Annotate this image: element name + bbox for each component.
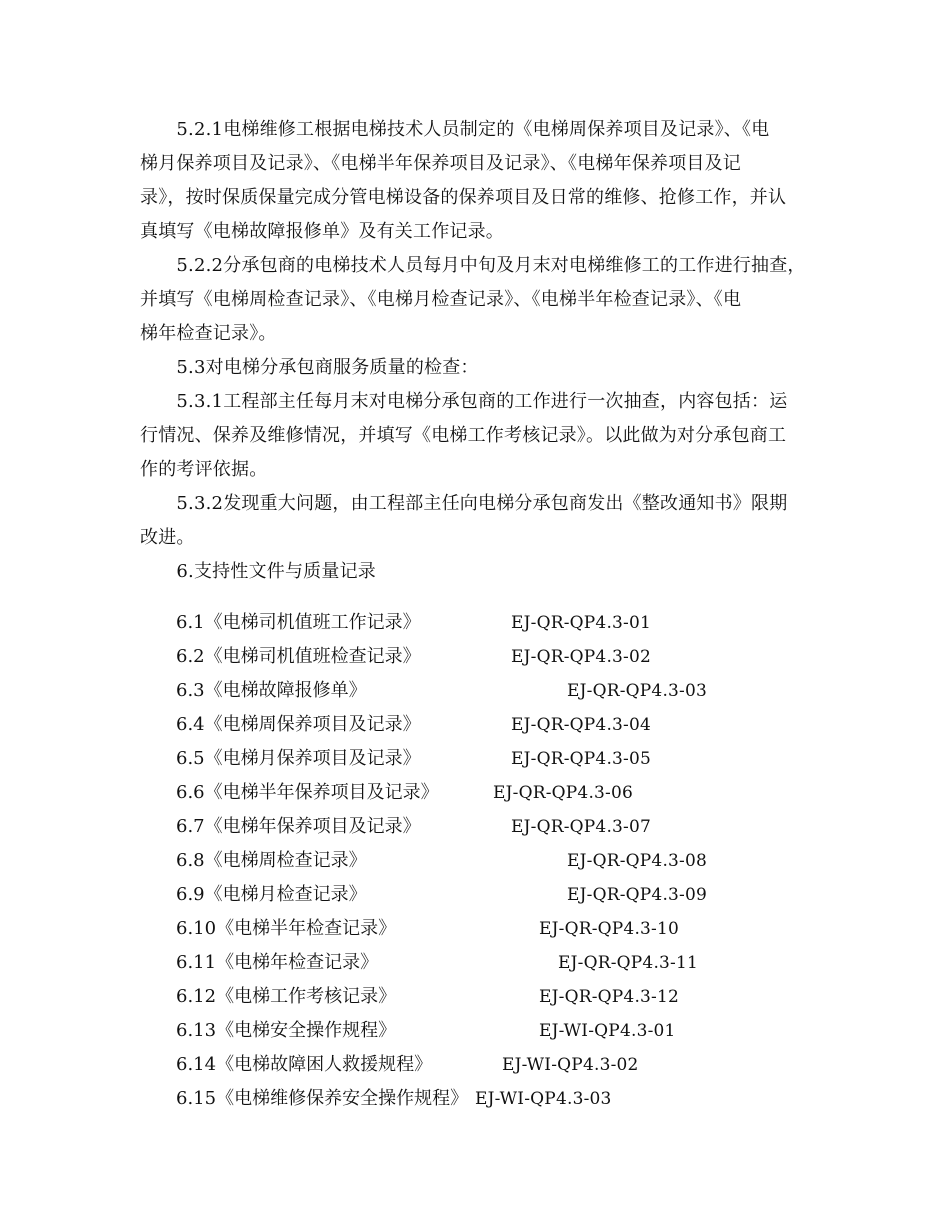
record-title: 6.6《电梯半年保养项目及记录》	[176, 782, 439, 803]
record-title: 6.2《电梯司机值班检查记录》	[176, 646, 421, 667]
paragraph-5-3-2-line-1: 5.3.2发现重大问题，由工程部主任向电梯分承包商发出《整改通知书》限期	[140, 493, 788, 514]
record-title: 6.4《电梯周保养项目及记录》	[176, 714, 421, 735]
heading-5-3: 5.3对电梯分承包商服务质量的检查：	[140, 357, 479, 378]
record-code: EJ-QR-QP4.3-06	[493, 783, 634, 803]
record-code: EJ-WI-QP4.3-02	[502, 1055, 639, 1075]
record-code: EJ-QR-QP4.3-05	[511, 749, 652, 769]
paragraph-5-2-2-line-2: 并填写《电梯周检查记录》、《电梯月检查记录》、《电梯半年检查记录》、《电	[140, 289, 742, 310]
paragraph-5-2-1-line-3: 录》，按时保质保量完成分管电梯设备的保养项目及日常的维修、抢修工作，并认	[140, 187, 787, 208]
record-code: EJ-WI-QP4.3-01	[539, 1021, 676, 1041]
record-code: EJ-QR-QP4.3-01	[511, 613, 652, 633]
paragraph-5-3-1-line-1: 5.3.1工程部主任每月末对电梯分承包商的工作进行一次抽查，内容包括：运	[140, 391, 788, 412]
paragraph-5-2-1-line-1: 5.2.1电梯维修工根据电梯技术人员制定的《电梯周保养项目及记录》、《电	[140, 119, 770, 140]
record-title: 6.7《电梯年保养项目及记录》	[176, 816, 421, 837]
record-title: 6.13《电梯安全操作规程》	[176, 1020, 397, 1041]
record-title: 6.11《电梯年检查记录》	[176, 952, 379, 973]
record-title: 6.3《电梯故障报修单》	[176, 680, 367, 701]
paragraph-5-2-2-line-1: 5.2.2分承包商的电梯技术人员每月中旬及月末对电梯维修工的工作进行抽查，	[140, 255, 806, 276]
heading-6: 6.支持性文件与质量记录	[140, 561, 376, 582]
record-title: 6.5《电梯月保养项目及记录》	[176, 748, 421, 769]
paragraph-5-3-1-line-3: 作的考评依据。	[140, 459, 268, 480]
record-title: 6.9《电梯月检查记录》	[176, 884, 367, 905]
record-title: 6.14《电梯故障困人救援规程》	[176, 1054, 433, 1075]
record-code: EJ-QR-QP4.3-12	[539, 987, 680, 1007]
record-code: EJ-QR-QP4.3-04	[511, 715, 652, 735]
record-title: 6.12《电梯工作考核记录》	[176, 986, 397, 1007]
record-code: EJ-WI-QP4.3-03	[475, 1089, 612, 1109]
record-title: 6.10《电梯半年检查记录》	[176, 918, 397, 939]
record-code: EJ-QR-QP4.3-11	[558, 953, 699, 973]
record-code: EJ-QR-QP4.3-07	[511, 817, 652, 837]
record-code: EJ-QR-QP4.3-08	[567, 851, 708, 871]
record-title: 6.15《电梯维修保养安全操作规程》	[176, 1088, 469, 1109]
paragraph-5-2-2-line-3: 梯年检查记录》。	[140, 323, 277, 344]
paragraph-5-2-1-line-2: 梯月保养项目及记录》、《电梯半年保养项目及记录》、《电梯年保养项目及记	[140, 153, 741, 174]
record-title: 6.8《电梯周检查记录》	[176, 850, 367, 871]
record-code: EJ-QR-QP4.3-03	[567, 681, 708, 701]
paragraph-5-2-1-line-4: 真填写《电梯故障报修单》及有关工作记录。	[140, 221, 504, 242]
record-title: 6.1《电梯司机值班工作记录》	[176, 612, 421, 633]
record-code: EJ-QR-QP4.3-02	[511, 647, 652, 667]
record-code: EJ-QR-QP4.3-09	[567, 885, 708, 905]
paragraph-5-3-2-line-2: 改进。	[140, 527, 195, 548]
record-code: EJ-QR-QP4.3-10	[539, 919, 680, 939]
paragraph-5-3-1-line-2: 行情况、保养及维修情况，并填写《电梯工作考核记录》。以此做为对分承包商工	[140, 425, 787, 446]
